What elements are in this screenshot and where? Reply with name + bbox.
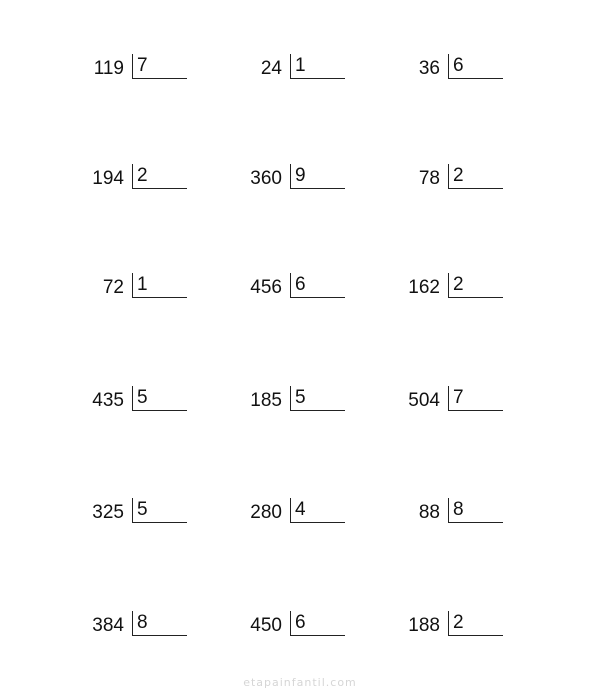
dividend: 194 bbox=[92, 168, 124, 189]
dividend: 435 bbox=[92, 390, 124, 411]
division-problem bbox=[220, 50, 370, 90]
dividend: 188 bbox=[408, 615, 440, 636]
dividend: 24 bbox=[260, 58, 282, 79]
divisor: 4 bbox=[295, 499, 306, 520]
dividend: 36 bbox=[418, 58, 440, 79]
dividend: 162 bbox=[408, 277, 440, 298]
divisor: 2 bbox=[453, 612, 464, 633]
division-problem bbox=[378, 382, 528, 422]
division-problem bbox=[378, 160, 528, 200]
dividend: 72 bbox=[102, 277, 124, 298]
division-problem bbox=[62, 160, 212, 200]
division-problem bbox=[62, 50, 212, 90]
divisor: 6 bbox=[295, 612, 306, 633]
dividend: 384 bbox=[92, 615, 124, 636]
divisor: 6 bbox=[295, 274, 306, 295]
divisor: 6 bbox=[453, 55, 464, 76]
dividend: 185 bbox=[250, 390, 282, 411]
divisor: 5 bbox=[137, 387, 148, 408]
dividend: 119 bbox=[93, 58, 124, 79]
dividend: 325 bbox=[92, 502, 124, 523]
dividend: 504 bbox=[408, 390, 440, 411]
dividend: 88 bbox=[418, 502, 440, 523]
division-problem bbox=[378, 50, 528, 90]
divisor: 5 bbox=[295, 387, 306, 408]
divisor: 7 bbox=[453, 387, 464, 408]
dividend: 450 bbox=[250, 615, 282, 636]
dividend: 456 bbox=[250, 277, 282, 298]
divisor: 8 bbox=[137, 612, 148, 633]
dividend: 78 bbox=[418, 168, 440, 189]
division-problem bbox=[378, 607, 528, 647]
division-problem bbox=[220, 607, 370, 647]
dividend: 280 bbox=[250, 502, 282, 523]
divisor: 5 bbox=[137, 499, 148, 520]
division-problem bbox=[62, 607, 212, 647]
division-problem bbox=[378, 269, 528, 309]
dividend: 360 bbox=[250, 168, 282, 189]
divisor: 7 bbox=[137, 55, 148, 76]
divisor: 1 bbox=[137, 274, 148, 295]
division-problem bbox=[62, 382, 212, 422]
divisor: 8 bbox=[453, 499, 464, 520]
division-problem bbox=[220, 160, 370, 200]
division-problem bbox=[220, 382, 370, 422]
divisor: 9 bbox=[295, 165, 306, 186]
divisor: 2 bbox=[137, 165, 148, 186]
division-problem bbox=[220, 494, 370, 534]
division-problem bbox=[378, 494, 528, 534]
division-problem bbox=[62, 494, 212, 534]
division-problem bbox=[62, 269, 212, 309]
divisor: 2 bbox=[453, 274, 464, 295]
divisor: 1 bbox=[295, 55, 306, 76]
divisor: 2 bbox=[453, 165, 464, 186]
division-problem bbox=[220, 269, 370, 309]
watermark: etapainfantil.com bbox=[243, 676, 357, 689]
